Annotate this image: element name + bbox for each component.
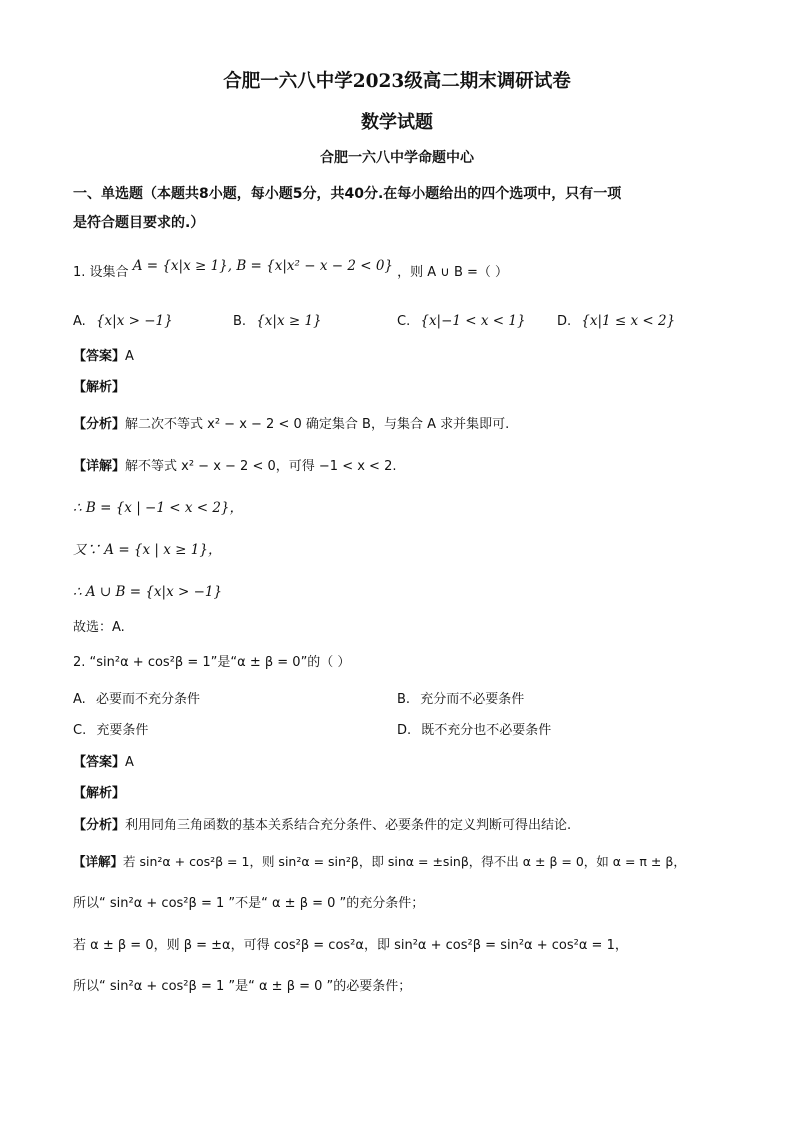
option-text: 充分而不必要条件 xyxy=(420,692,525,707)
option-label: C. xyxy=(397,314,411,329)
q2-analysis-tag: 【解析】 xyxy=(73,786,126,801)
q1-detail xyxy=(73,459,396,475)
option-math: {x|x ≥ 1} xyxy=(256,313,322,329)
q2-option-d xyxy=(397,723,551,739)
option-label: A. xyxy=(73,692,86,707)
option-label: D. xyxy=(557,314,572,329)
q1-step-2: 又∵ A = {x | x ≥ 1}， xyxy=(73,542,222,558)
q2-option-c xyxy=(73,723,148,739)
option-text: 必要而不充分条件 xyxy=(95,692,200,707)
fenxi-tag: 【分析】 xyxy=(73,818,126,833)
option-math: {x|−1 < x < 1} xyxy=(420,313,526,329)
answer-value: A xyxy=(125,349,134,364)
q1-choice: 故选：A. xyxy=(73,620,125,635)
option-text: 既不充分也不必要条件 xyxy=(421,723,552,738)
fenxi-text: 利用同角三角函数的基本关系结合充分条件、必要条件的定义判断可得出结论. xyxy=(125,818,572,833)
answer-value: A xyxy=(125,755,134,770)
fenxi-tag: 【分析】 xyxy=(73,417,126,432)
option-math: {x|x > −1} xyxy=(95,313,173,329)
subject-title: 数学试题 xyxy=(361,112,433,133)
q1-answer xyxy=(73,349,134,365)
q1-step-3: ∴ A ∪ B = {x|x > −1} xyxy=(73,584,223,600)
q2-detail-line-2: 所以“ sin²α + cos²β = 1 ”不是“ α ± β = 0 ”的充分条件； xyxy=(73,896,425,911)
q2-option-a xyxy=(73,692,200,708)
answer-tag: 【答案】 xyxy=(73,755,126,770)
section-heading-cont: 是符合题目要求的.） xyxy=(73,215,205,231)
q2-answer xyxy=(73,755,134,771)
author-line: 合肥一六八中学命题中心 xyxy=(320,150,474,166)
answer-tag: 【答案】 xyxy=(73,349,126,364)
option-math: {x|1 ≤ x < 2} xyxy=(581,313,676,329)
q1-option-c xyxy=(397,313,526,330)
q2-detail xyxy=(73,854,686,870)
option-label: D. xyxy=(397,723,412,738)
exam-title: 合肥一六八中学2023级高二期末调研试卷 xyxy=(223,71,571,92)
q1-stem-suffix: ，则 A ∪ B =（ ） xyxy=(397,265,509,280)
q1-option-b xyxy=(233,313,322,330)
detail-tag: 【详解】 xyxy=(73,854,124,869)
q1-analysis-tag: 【解析】 xyxy=(73,380,126,395)
section-heading: 一、单选题（本题共8小题，每小题5分，共40分.在每小题给出的四个选项中，只有一项 xyxy=(73,186,622,202)
option-label: B. xyxy=(397,692,411,707)
q2-stem: 2. “sin²α + cos²β = 1”是“α ± β = 0”的（ ） xyxy=(73,655,351,670)
q2-option-b xyxy=(397,692,524,708)
q2-detail-line-3: 若 α ± β = 0，则 β = ±α，可得 cos²β = cos²α，即 sin²α + cos²β = sin²α + cos²α = 1， xyxy=(73,938,628,953)
option-label: B. xyxy=(233,314,247,329)
detail-tag: 【详解】 xyxy=(73,459,126,474)
option-label: A. xyxy=(73,314,86,329)
q1-fenxi xyxy=(73,417,509,433)
option-label: C. xyxy=(73,723,87,738)
detail-text: 若 sin²α + cos²β = 1，则 sin²α = sin²β，即 sinα = ±sinβ，得不出 α ± β = 0，如 α = π ± β， xyxy=(123,854,686,869)
q1-stem-math: A = {x|x ≥ 1}, B = {x|x² − x − 2 < 0} xyxy=(132,258,394,274)
q1-stem xyxy=(73,258,509,281)
detail-text: 解不等式 x² − x − 2 < 0，可得 −1 < x < 2. xyxy=(125,459,397,474)
fenxi-text: 解二次不等式 x² − x − 2 < 0 确定集合 B，与集合 A 求并集即可. xyxy=(125,417,510,432)
q1-step-1: ∴ B = {x | −1 < x < 2}， xyxy=(73,500,244,516)
q2-fenxi xyxy=(73,818,571,834)
option-text: 充要条件 xyxy=(96,723,149,738)
q2-detail-line-4: 所以“ sin²α + cos²β = 1 ”是“ α ± β = 0 ”的必要条件； xyxy=(73,979,412,994)
q1-stem-prefix: 1. 设集合 xyxy=(73,265,129,280)
q1-option-a xyxy=(73,313,173,330)
q1-option-d xyxy=(557,313,675,330)
